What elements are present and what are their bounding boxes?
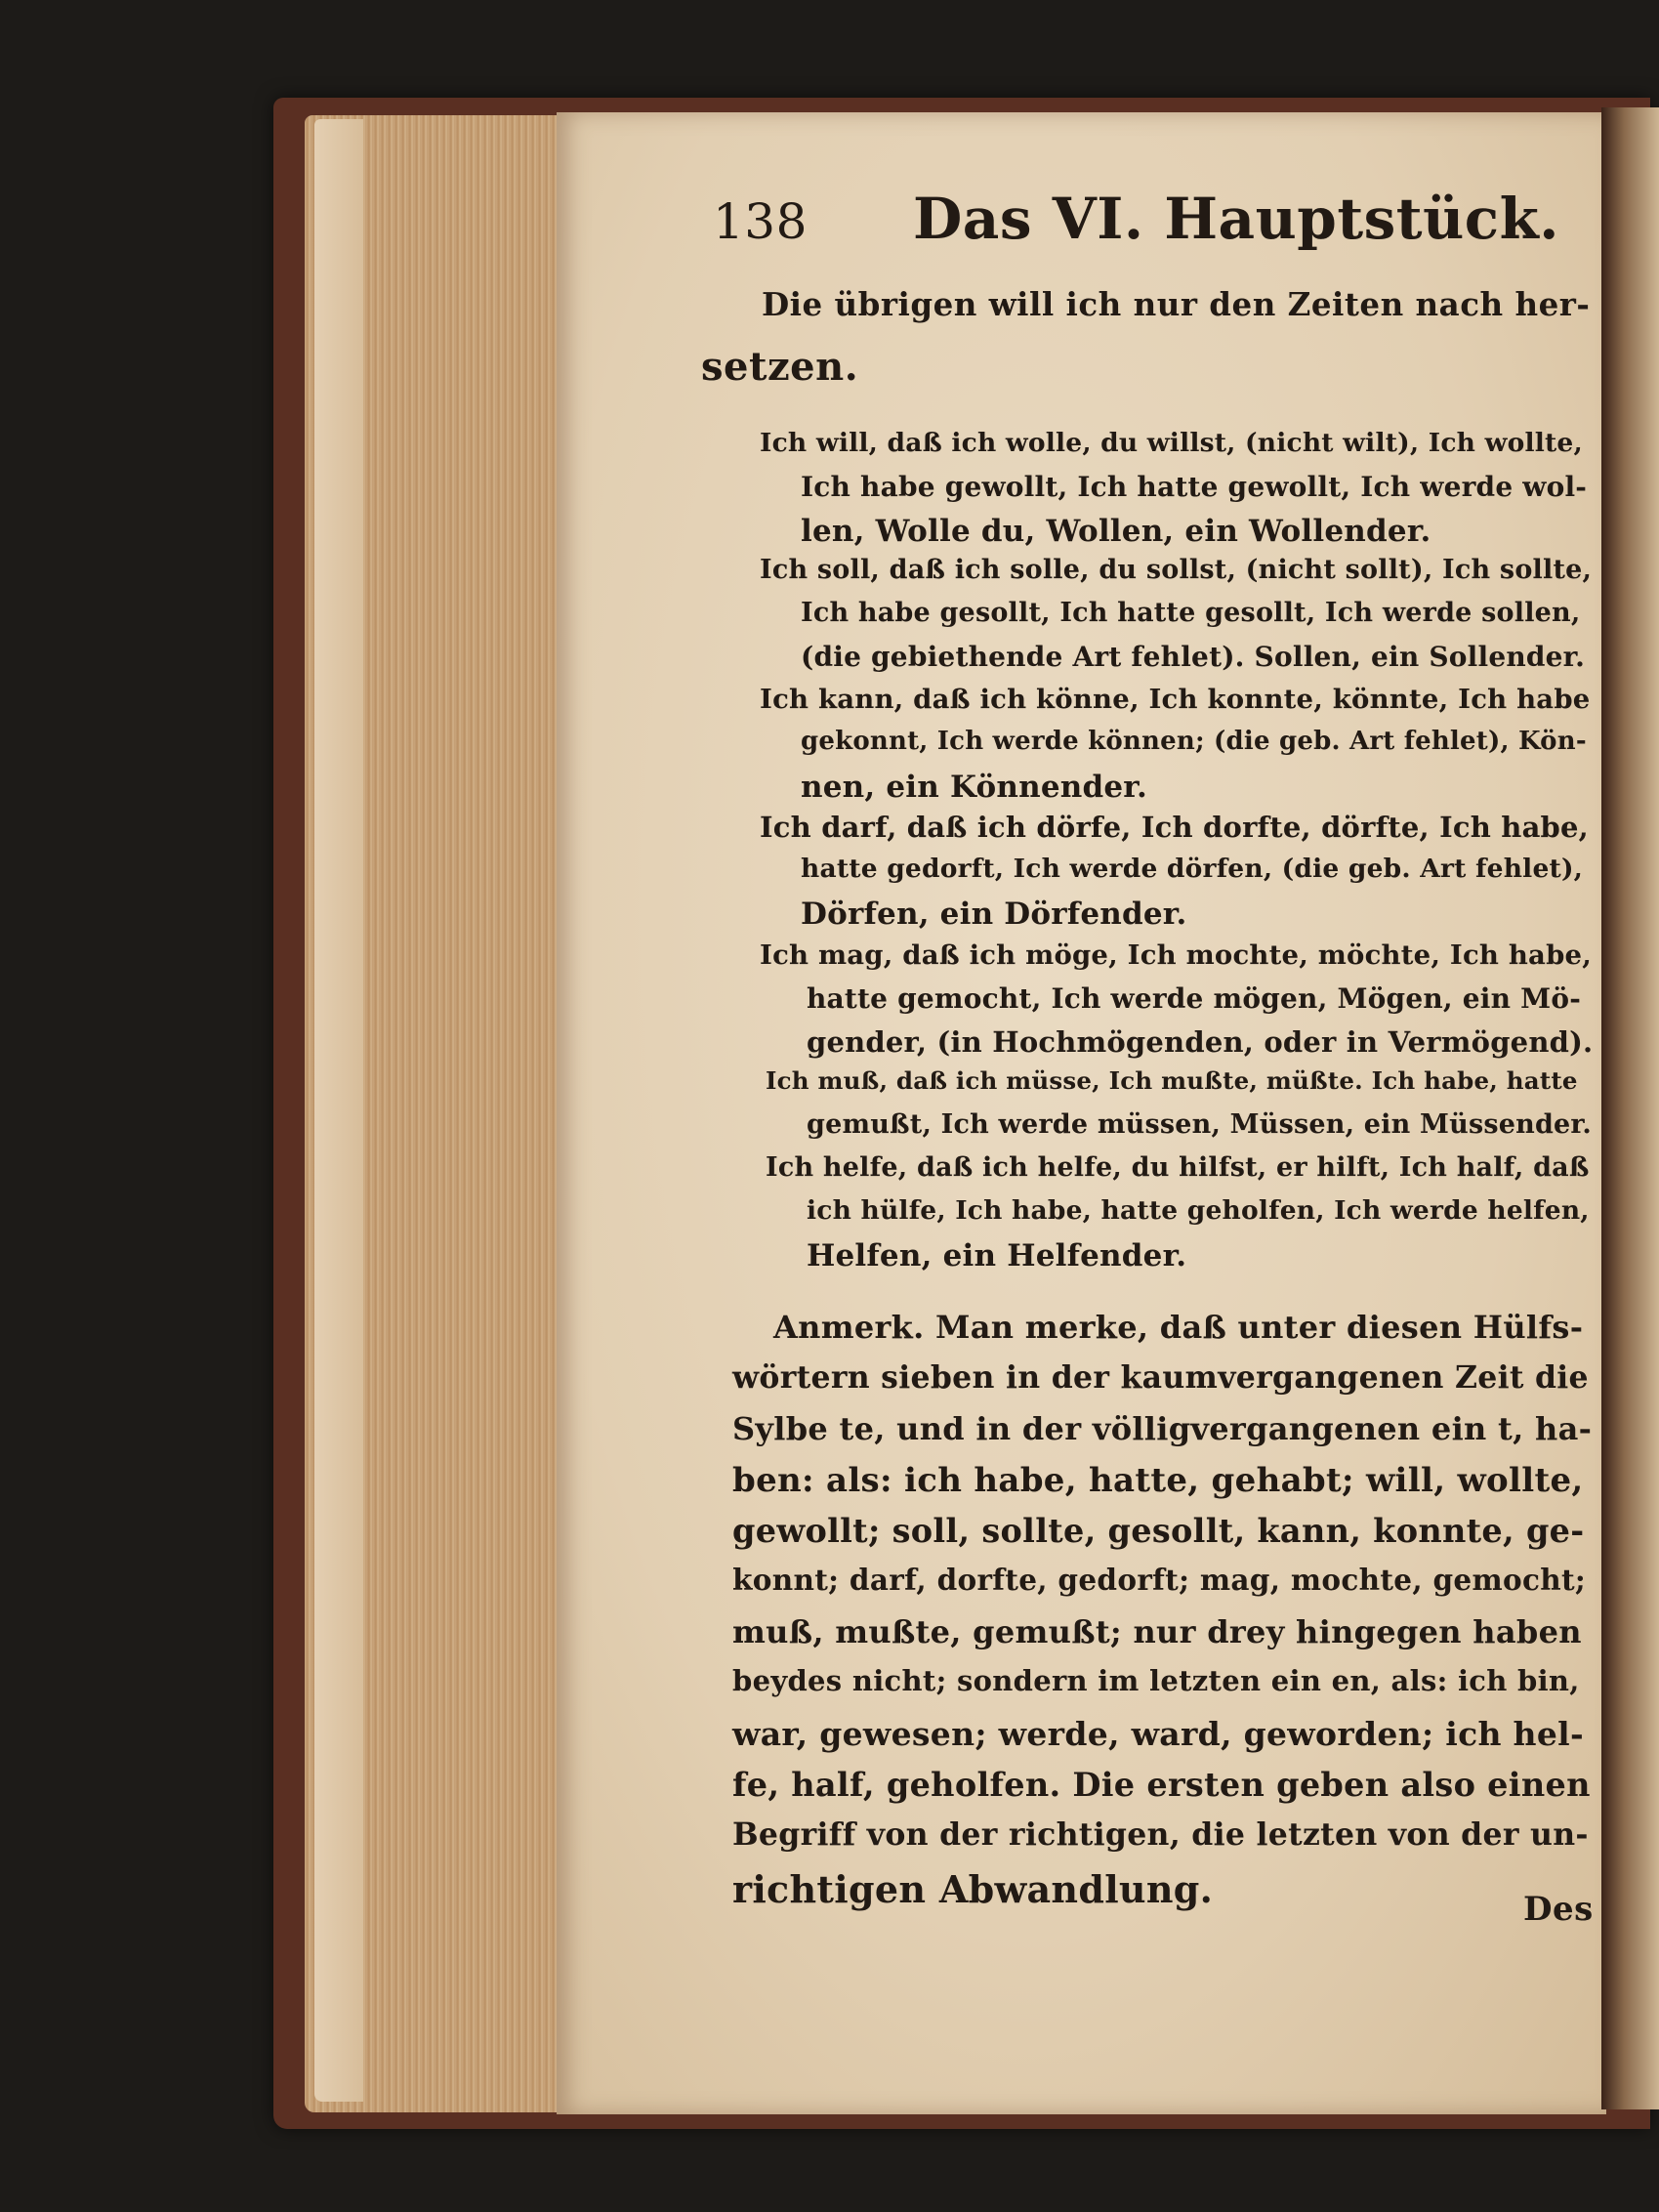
annotation-line: fe, half, geholfen. Die ersten geben also einen [732, 1766, 1591, 1804]
page-number: 138 [713, 193, 808, 250]
intro-line: Die übrigen will ich nur den Zeiten nach her- [762, 285, 1591, 323]
conjugation-line: len, Wolle du, Wollen, ein Wollender. [801, 514, 1431, 549]
conjugation-line: nen, ein Könnender. [801, 770, 1147, 805]
conjugation-line: Helfen, ein Helfender. [807, 1238, 1187, 1273]
intro-line: setzen. [701, 344, 859, 390]
conjugation-line: Ich kann, daß ich könne, Ich konnte, könnte, Ich habe [760, 684, 1591, 715]
running-header: Das VI. Hauptstück. [913, 186, 1559, 252]
conjugation-line: Dörfen, ein Dörfender. [801, 897, 1187, 932]
annotation-line: ben: als: ich habe, hatte, gehabt; will, wollte, [732, 1461, 1584, 1500]
annotation-line: muß, mußte, gemußt; nur drey hingegen haben [732, 1613, 1582, 1650]
annotation-line: wörtern sieben in der kaumvergangenen Zeit die [732, 1359, 1589, 1396]
annotation-line: Begriff von der richtigen, die letzten von der un- [732, 1816, 1589, 1853]
conjugation-line: Ich mag, daß ich möge, Ich mochte, möchte, Ich habe, [760, 939, 1592, 971]
annotation-line: gewollt; soll, sollte, gesollt, kann, konnte, ge- [732, 1512, 1585, 1550]
page-edges-front [314, 119, 363, 2102]
conjugation-line: Ich darf, daß ich dörfe, Ich dorfte, dörfte, Ich habe, [760, 811, 1589, 844]
annotation-line: Sylbe te, und in der völligvergangenen ein t, ha- [732, 1410, 1593, 1447]
conjugation-line: hatte gemocht, Ich werde mögen, Mögen, ein Mö- [807, 982, 1582, 1015]
conjugation-line: gender, (in Hochmögenden, oder in Vermögend). [807, 1025, 1594, 1059]
conjugation-line: ich hülfe, Ich habe, hatte geholfen, Ich werde helfen, [807, 1195, 1590, 1226]
conjugation-line: Ich will, daß ich wolle, du willst, (nicht wilt), Ich wollte, [760, 428, 1583, 458]
annotation-line: war, gewesen; werde, ward, geworden; ich hel- [732, 1715, 1584, 1753]
conjugation-line: Ich helfe, daß ich helfe, du hilfst, er hilft, Ich half, daß [766, 1152, 1590, 1183]
conjugation-line: Ich habe gewollt, Ich hatte gewollt, Ich werde wol- [801, 471, 1588, 503]
conjugation-line: Ich soll, daß ich solle, du sollst, (nicht sollt), Ich sollte, [760, 555, 1593, 585]
conjugation-line: Ich muß, daß ich müsse, Ich mußte, müßte. Ich habe, hatte [766, 1066, 1578, 1095]
conjugation-line: (die gebiethende Art fehlet). Sollen, ein Sollender. [801, 641, 1586, 673]
annotation-line: Anmerk. Man merke, daß unter diesen Hülfs- [773, 1309, 1584, 1346]
annotation-line: beydes nicht; sondern im letzten ein en, als: ich bin, [732, 1664, 1580, 1697]
conjugation-line: Ich habe gesollt, Ich hatte gesollt, Ich werde sollen, [801, 598, 1581, 628]
catchword: Des [1523, 1890, 1594, 1929]
conjugation-line: gemußt, Ich werde müssen, Müssen, ein Müssender. [807, 1109, 1592, 1140]
conjugation-line: hatte gedorft, Ich werde dörfen, (die geb. Art fehlet), [801, 854, 1584, 884]
facing-page-edge [1601, 107, 1659, 2109]
conjugation-line: gekonnt, Ich werde können; (die geb. Art fehlet), Kön- [801, 727, 1587, 756]
annotation-line: konnt; darf, dorfte, gedorft; mag, mochte, gemocht; [732, 1563, 1587, 1597]
annotation-line: richtigen Abwandlung. [732, 1867, 1214, 1911]
